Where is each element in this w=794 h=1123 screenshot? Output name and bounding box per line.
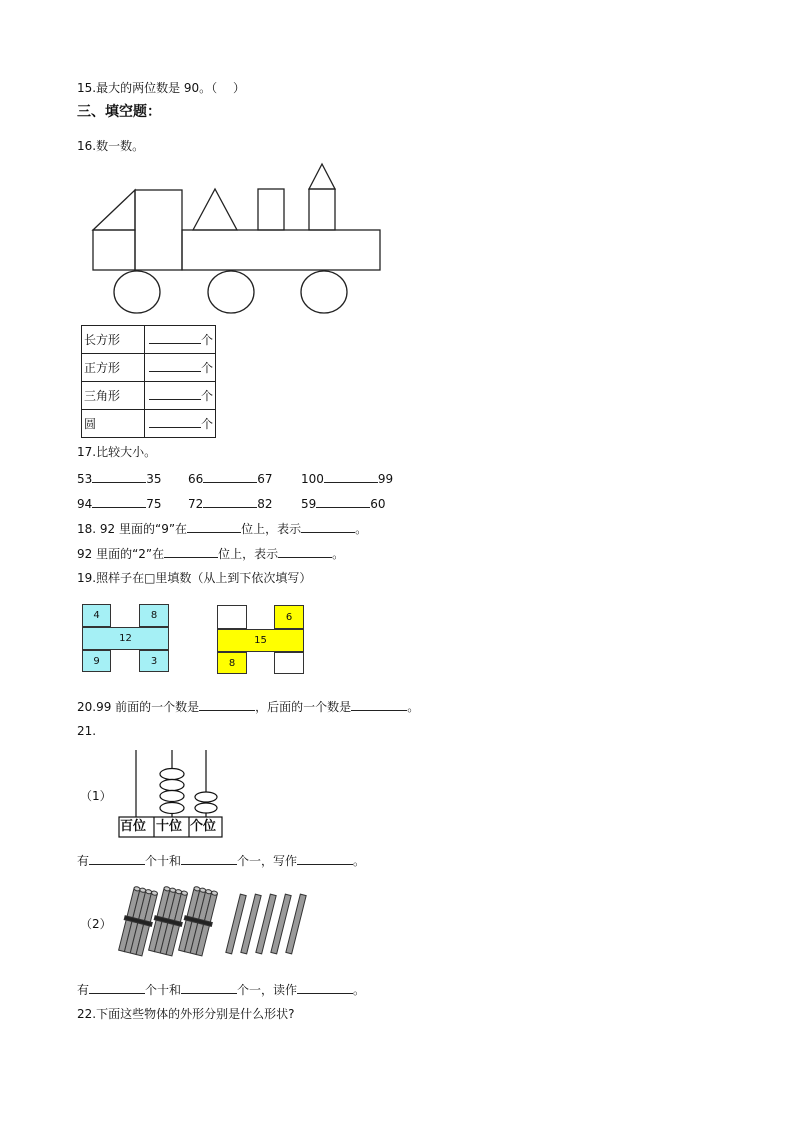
example-top-right-box: 8 xyxy=(139,604,169,627)
tower-rectangle xyxy=(309,189,335,230)
example-top-left-box: 4 xyxy=(82,604,111,627)
example-middle-box: 12 xyxy=(82,627,169,650)
compare-item: 53 35 xyxy=(77,472,162,486)
answer-blank[interactable] xyxy=(203,470,257,483)
answer-blank[interactable] xyxy=(92,495,146,508)
table-row xyxy=(82,326,216,354)
shape-name: 正方形 xyxy=(82,354,145,382)
unit: 个 xyxy=(201,417,214,431)
answer-blank[interactable] xyxy=(92,470,146,483)
answer-blank[interactable] xyxy=(297,981,353,994)
train-shapes-figure xyxy=(88,160,388,320)
compare-item: 100 99 xyxy=(301,472,394,486)
answer-box-bottom-right[interactable] xyxy=(274,652,304,674)
cab-tall-rectangle xyxy=(135,190,182,270)
answer-blank[interactable] xyxy=(324,470,378,483)
compare-item: 72 82 xyxy=(188,497,273,511)
roof-triangle xyxy=(193,189,237,230)
table-row xyxy=(82,354,216,382)
question-20: 20.99 前面的一个数是 ，后面的一个数是 。 xyxy=(77,700,420,714)
abacus-label-ones: 个位 xyxy=(190,819,217,834)
question-18-line-1: 18. 92 里面的“9”在 位上，表示 。 xyxy=(77,522,368,536)
tower-triangle xyxy=(309,164,335,189)
question-18-line-2: 92 里面的“2”在 位上，表示 。 xyxy=(77,547,345,561)
answer-blank[interactable] xyxy=(199,698,255,711)
question-17-title: 17.比较大小。 xyxy=(77,445,157,459)
wheel-3 xyxy=(301,271,347,313)
answer-blank[interactable] xyxy=(149,331,201,344)
shape-name: 三角形 xyxy=(82,382,145,410)
table-row xyxy=(82,410,216,438)
question-22: 22.下面这些物体的外形分别是什么形状? xyxy=(77,1007,295,1021)
compare-item: 59 60 xyxy=(301,497,386,511)
cab-square xyxy=(93,230,135,270)
answer-blank[interactable] xyxy=(149,387,201,400)
section-heading-fill-in: 三、填空题： xyxy=(77,104,161,120)
answer-blank[interactable] xyxy=(181,852,237,865)
example-bottom-left-box: 9 xyxy=(82,650,111,672)
answer-box-top-left[interactable] xyxy=(217,605,247,629)
chimney-rectangle xyxy=(258,189,284,230)
task-middle-box: 15 xyxy=(217,629,304,652)
question-16-title: 16.数一数。 xyxy=(77,139,145,153)
answer-blank[interactable] xyxy=(301,520,355,533)
part-1-text: 有 个十和 个一，写作 。 xyxy=(77,854,366,868)
unit: 个 xyxy=(201,389,214,403)
answer-blank[interactable] xyxy=(203,495,257,508)
question-21-title: 21. xyxy=(77,724,97,738)
unit: 个 xyxy=(201,333,214,347)
task-top-right-box: 6 xyxy=(274,605,304,629)
answer-blank[interactable] xyxy=(316,495,370,508)
body-rectangle xyxy=(182,230,380,270)
answer-blank[interactable] xyxy=(149,359,201,372)
answer-blank[interactable] xyxy=(164,545,218,558)
abacus-label-tens: 十位 xyxy=(156,819,183,834)
wheel-1 xyxy=(114,271,160,313)
answer-blank[interactable] xyxy=(351,698,407,711)
question-15: 15.最大的两位数是 90。（ ） xyxy=(77,81,245,95)
part-2-text: 有 个十和 个一，读作 。 xyxy=(77,983,366,997)
shape-count-table xyxy=(81,325,216,438)
task-bottom-left-box: 8 xyxy=(217,652,247,674)
answer-blank[interactable] xyxy=(89,981,145,994)
shape-name: 圆 xyxy=(82,410,145,438)
table-row xyxy=(82,382,216,410)
answer-blank[interactable] xyxy=(278,545,332,558)
abacus-label-hundreds: 百位 xyxy=(120,819,147,834)
unit: 个 xyxy=(201,361,214,375)
cab-triangle xyxy=(93,190,135,230)
stick-bundles-icon xyxy=(118,884,308,964)
part-2-label: （2） xyxy=(80,917,112,931)
answer-blank[interactable] xyxy=(89,852,145,865)
compare-item: 66 67 xyxy=(188,472,273,486)
answer-blank[interactable] xyxy=(187,520,241,533)
question-19-title: 19.照样子在□里填数（从上到下依次填写） xyxy=(77,571,312,585)
example-bottom-right-box: 3 xyxy=(139,650,169,672)
compare-item: 94 75 xyxy=(77,497,162,511)
wheel-2 xyxy=(208,271,254,313)
answer-blank[interactable] xyxy=(297,852,353,865)
answer-blank[interactable] xyxy=(181,981,237,994)
part-1-label: （1） xyxy=(80,789,112,803)
shape-name: 长方形 xyxy=(82,326,145,354)
answer-blank[interactable] xyxy=(149,415,201,428)
